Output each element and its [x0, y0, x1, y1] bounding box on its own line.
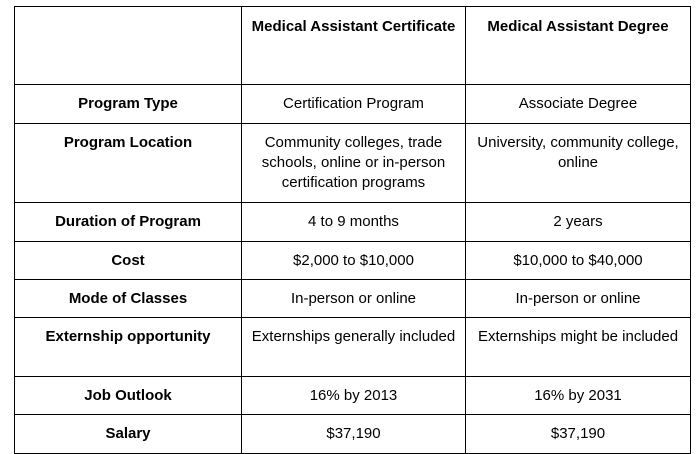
row-label: Mode of Classes — [15, 280, 242, 318]
certificate-cell: Community colleges, trade schools, online or in-person certification programs — [242, 124, 466, 203]
table-row-program-type — [15, 85, 691, 124]
table-row-program-location — [15, 124, 691, 203]
degree-cell: Externships might be included — [466, 318, 691, 377]
table-row-duration — [15, 203, 691, 242]
comparison-table — [14, 6, 691, 454]
row-label: Program Location — [15, 124, 242, 203]
degree-cell: 16% by 2031 — [466, 377, 691, 415]
degree-cell: $37,190 — [466, 415, 691, 454]
certificate-cell: In-person or online — [242, 280, 466, 318]
header-row — [15, 7, 691, 85]
certificate-cell: $37,190 — [242, 415, 466, 454]
header-cell-degree: Medical Assistant Degree — [466, 7, 691, 85]
degree-cell: 2 years — [466, 203, 691, 242]
certificate-cell: Externships generally included — [242, 318, 466, 377]
table-row-job-outlook — [15, 377, 691, 415]
row-label: Cost — [15, 242, 242, 280]
header-cell-empty — [15, 7, 242, 85]
table-row-cost — [15, 242, 691, 280]
row-label: Salary — [15, 415, 242, 454]
degree-cell: University, community college, online — [466, 124, 691, 203]
degree-cell: Associate Degree — [466, 85, 691, 124]
degree-cell: $10,000 to $40,000 — [466, 242, 691, 280]
certificate-cell: $2,000 to $10,000 — [242, 242, 466, 280]
row-label: Program Type — [15, 85, 242, 124]
row-label: Externship opportunity — [15, 318, 242, 377]
row-label: Duration of Program — [15, 203, 242, 242]
certificate-cell: Certification Program — [242, 85, 466, 124]
table-row-mode-of-classes — [15, 280, 691, 318]
header-cell-certificate: Medical Assistant Certificate — [242, 7, 466, 85]
table-row-salary — [15, 415, 691, 454]
degree-cell: In-person or online — [466, 280, 691, 318]
certificate-cell: 16% by 2013 — [242, 377, 466, 415]
certificate-cell: 4 to 9 months — [242, 203, 466, 242]
table-row-externship — [15, 318, 691, 377]
row-label: Job Outlook — [15, 377, 242, 415]
